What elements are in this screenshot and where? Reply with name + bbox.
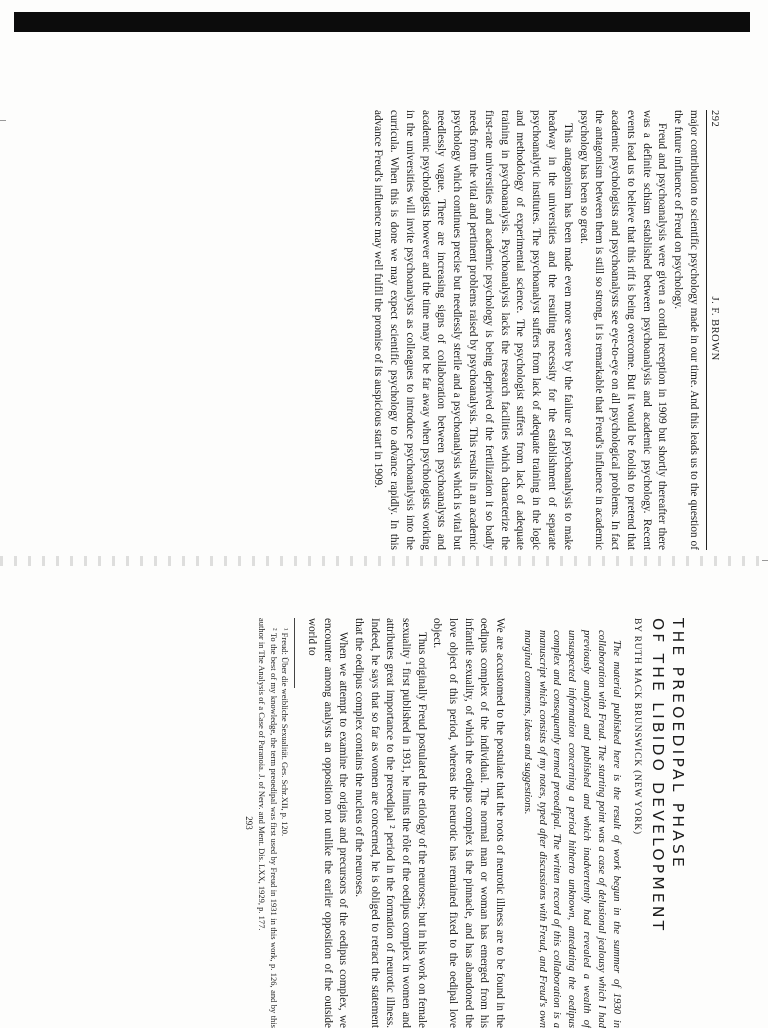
paragraph: This antagonism has been made even more severe by the failure of psychoanalysis to make headway in the universities and the resulting necessity for the establishment of separate psychoanalytic institutes. The psychoanalyst suffers from lack of adequate training in the logic and methodology of experimental science. The psychologist suffers from lack of adequate training in psychoanalysis. Psychoanalysis lacks the research facilities which characterize the first-rate universities and academic psychology is being deprived of the fertilization it so badly needs from the vital and pertinent problems raised by psychoanalysis. This results in an academic psychology which continues precise but needlessly sterile and a psychoanalysis which is vital but needlessly vague. There are increasing signs of collaboration between psychoanalysts and academic psychologists however and the time may not be far away when psychologists working in the universities will invite psychoanalysts as colleagues to introduce psychoanalysis into the curricula. When this is done we may expect scientific psychology to advance rapidly. In this advance Freud's influence may well fulfil the promise of its auspicious start in 1909. bbox=[372, 110, 574, 550]
paragraph: Freud and psychoanalysis were given a cordial reception in 1909 but shortly thereafter there was a definite schism established between psychoanalysis and academic psychology. Recent events lead us to believe that this rift is being overcome. But it would be foolish to pretend that academic psychologists and psychoanalysts see eye-to-eye on all psychological problems. In fact the antagonism between them is still so strong, it is remarkable that Freud's influence in academic psychology has been so great. bbox=[577, 110, 669, 550]
page-number: 293 bbox=[243, 816, 254, 830]
edge-mark bbox=[762, 560, 768, 561]
page-number: 292 bbox=[709, 110, 720, 128]
page-brown-292 bbox=[160, 110, 720, 550]
article-title bbox=[648, 618, 688, 1028]
running-header bbox=[707, 110, 720, 550]
byline: BY RUTH MACK BRUNSWICK (NEW YORK) bbox=[631, 618, 642, 835]
body-text bbox=[370, 110, 701, 550]
title-line-2: OF THE LIBIDO DEVELOPMENT bbox=[648, 618, 667, 934]
footnote: ² To the best of my knowledge, the term preoedipal was first used by Freud in 1931 in this work, p. 126, and by this author in The Analysis of a Case of Paranoia. J. of Nerv. and Ment. Dis. LXX, 1929, p. 177. bbox=[257, 618, 279, 1028]
footnote-rule bbox=[294, 618, 295, 688]
paragraph: Thus originally Freud postulated the etiology of the neuroses; but in his work on female sexuality ¹ first published in 1931, he limits the rôle of the oedipus complex in women and attributes great importance to the preoedipal ² period in the formation of neurotic illness. Indeed, he says that so far as women are concerned, he is obliged to retract the statement that the oedipus complex contains the nucleus of the neuroses. bbox=[352, 618, 428, 1028]
paragraph: When we attempt to examine the origins and precursors of the oedipus complex, we encounter among analysts an opposition not unlike the earlier opposition of the outside world to bbox=[305, 618, 350, 1028]
title-line-1: THE PREOEDIPAL PHASE bbox=[669, 618, 687, 871]
footnote: ¹ Freud: Über die weibliche Sexualität. Ges. Schr.XII, p. 120. bbox=[280, 628, 291, 837]
page-gutter bbox=[0, 556, 768, 566]
abstract: The material published here is the result of work begun in the summer of 1930 in collaboration with Freud. The starting point was a case of delusional jealousy which I had previously analyzed and published and which inadvertently had revealed a wealth of unsuspected information concerning a period hitherto unknown, antedating the oedipus complex and consequently termed preoedipal. The written record of this collaboration is a manuscript which consists of my notes, typed after discussions with Freud, and Freud's own marginal comments, ideas and suggestions. bbox=[521, 630, 622, 1028]
paragraph: We are accustomed to the postulate that the roots of neurotic illness are to be found in the oedipus complex of the individual. The normal man or woman has emerged from his infantile sexuality, of which the oedipus complex is the pinnacle, and has abandoned the love object of this period, whereas the neurotic has remained fixed to the oedipal love object. bbox=[431, 618, 506, 1028]
running-head: J. F. BROWN bbox=[709, 296, 720, 361]
page-brunswick-293 bbox=[96, 618, 688, 1028]
main-text bbox=[303, 618, 507, 1028]
edge-mark bbox=[0, 120, 6, 121]
header-rule bbox=[706, 110, 707, 550]
scan-border-bar bbox=[14, 12, 750, 32]
paragraph: major contribution to scientific psychology made in our time. And this leads us to the question of the future influence of Freud on psychology. bbox=[672, 110, 700, 550]
